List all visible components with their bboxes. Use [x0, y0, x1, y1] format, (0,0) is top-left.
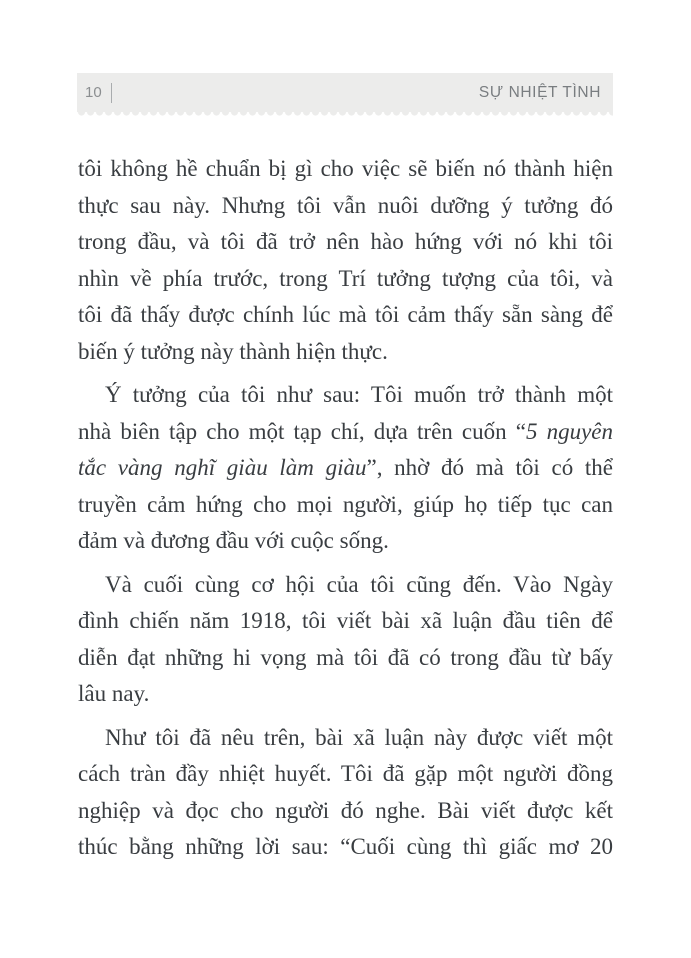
text-line: [78, 224, 613, 261]
text-line: [78, 676, 613, 713]
book-title-italic: 5 nguyên: [525, 418, 613, 444]
text-line: [78, 793, 613, 830]
page-number: 10: [85, 84, 102, 101]
text-segment: lâu nay.: [78, 681, 150, 706]
text-line: [78, 640, 613, 677]
text-line: [78, 151, 613, 188]
text-line: [78, 377, 613, 414]
paragraph: [78, 151, 613, 370]
text-segment: nhìn về phía trước, trong Trí tưởng tượng của tôi, và: [78, 265, 613, 291]
text-line: [78, 261, 613, 298]
text-segment: thực sau này. Nhưng tôi vẫn nuôi dưỡng ý tưởng đó: [78, 192, 613, 218]
text-line: [78, 829, 613, 866]
text-segment: trong đầu, và tôi đã trở nên hào hứng với nó khi tôi: [78, 229, 613, 254]
text-segment: đảm và đương đầu với cuộc sống.: [78, 528, 389, 553]
running-title: SỰ NHIỆT TÌNH: [478, 83, 601, 101]
text-line: [78, 334, 613, 371]
paragraph: [78, 567, 613, 713]
text-line: [78, 523, 613, 560]
book-title-italic: tắc vàng nghĩ giàu làm giàu: [78, 455, 367, 480]
text-segment: biến ý tưởng này thành hiện thực.: [78, 338, 388, 364]
text-segment: Như tôi đã nêu trên, bài xã luận này được viết một: [105, 724, 613, 750]
paragraph: [78, 377, 613, 560]
text-segment: ”, nhờ đó mà tôi có thể: [366, 455, 613, 480]
page-header-band: [77, 73, 613, 112]
text-segment: tôi đã thấy được chính lúc mà tôi cảm thấy sẵn sàng để: [78, 302, 613, 327]
text-line: [78, 720, 613, 757]
text-segment: diễn đạt những hi vọng mà tôi đã có trong đầu từ bấy: [78, 644, 613, 670]
header-divider: [111, 83, 112, 103]
text-segment: Ý tưởng của tôi như sau: Tôi muốn trở thành một: [105, 382, 613, 407]
paragraph: [78, 720, 613, 866]
text-segment: nghiệp và đọc cho người đó nghe. Bài viết được kết: [78, 797, 613, 823]
text-line: [78, 567, 613, 604]
text-line: [78, 487, 613, 524]
text-line: [78, 450, 613, 487]
text-segment: Và cuối cùng cơ hội của tôi cũng đến. Vào Ngày: [105, 571, 613, 597]
text-segment: tôi không hề chuẩn bị gì cho việc sẽ biến nó thành hiện: [78, 156, 613, 181]
text-segment: thúc bằng những lời sau: “Cuối cùng thì giấc mơ 20: [78, 834, 613, 859]
text-line: [78, 414, 613, 451]
text-line: [78, 297, 613, 334]
text-segment: nhà biên tập cho một tạp chí, dựa trên cuốn “: [78, 418, 526, 444]
body-text: [78, 151, 613, 866]
page-number-group: [85, 83, 112, 103]
text-line: [78, 603, 613, 640]
text-segment: truyền cảm hứng cho mọi người, giúp họ tiếp tục can: [78, 491, 613, 517]
text-segment: cách tràn đầy nhiệt huyết. Tôi đã gặp một người đồng: [78, 761, 613, 786]
text-line: [78, 188, 613, 225]
text-line: [78, 756, 613, 793]
text-segment: đình chiến năm 1918, tôi viết bài xã luận đầu tiên để: [78, 608, 613, 633]
